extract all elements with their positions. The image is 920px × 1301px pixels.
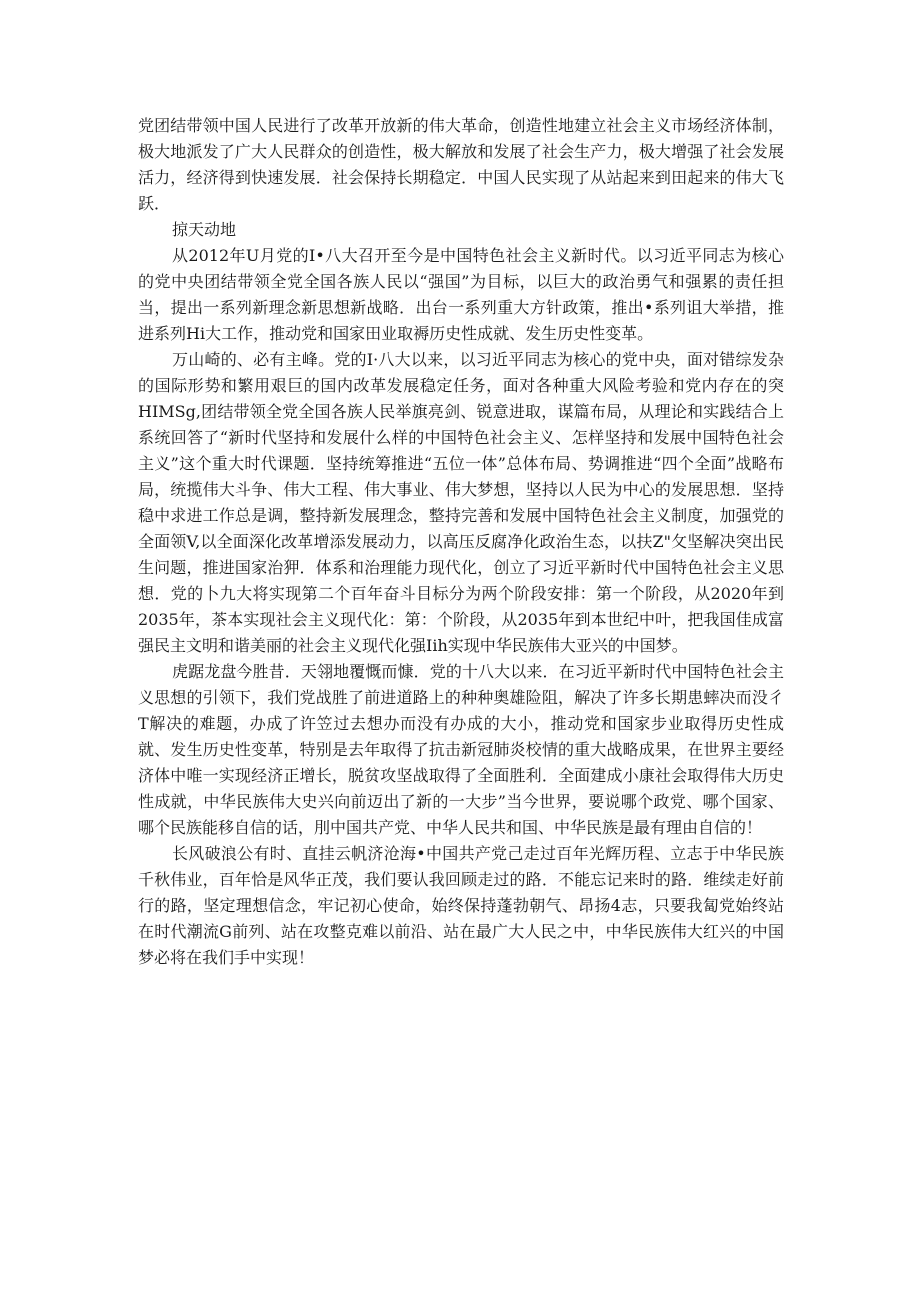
- section-heading: 掠天动地: [172, 220, 237, 239]
- paragraph-5: 长风破浪公有时、直挂云帆济沧海•中国共产党己走过百年光辉历程、立志于中华民族千秋伟业，百年恰是风华正茂，我们要认我回顾走过的路．不能忘记来时的路．维续走好前行的路，坚定理想信念，牢记初心使命，始终保持蓬勃朝气、昂扬4志，只要我匐党始终站在时代潮流G前列、站在攻整克难以前沿、站在最广大人民之中，中华民族伟大红兴的中国梦必将在我们手中实现！: [138, 844, 784, 967]
- paragraph-4: 虎踞龙盘今胜昔．天翎地覆慨而慷．党的十八大以来．在习近平新时代中国特色社会主义思想的引领下，我们党战胜了前进道路上的种种奥雄险阻，解决了许多长期患蟀决而没彳T解决的难题，办成了许笠过去想办而没有办成的大小，推动党和国家步业取得历史性成就、发生历史性变革，特别是去年取得了抗击新冠肺炎校情的重大战略成果，在世界主要经济体中唯一实现经济正增长，脱贫攻坚战取得了全面胜利．全面建成小康社会取得伟大历史性成就，中华民族伟大史兴向前迈出了新的一大步”当今世界，要说哪个政党、哪个国家、哪个民族能移自信的话，刖中国共产党、中华人民共和国、中华民族是最有理由自信的！: [138, 662, 784, 837]
- paragraph-2: 从2012年U月党的I•八大召开至今是中国特色社会主义新时代。以习近平同志为核心的党中央团结带领全党全国各族人民以“强国”为目标，以巨大的政治勇气和强累的责任担当，提出一系列新理念新思想新战略．出台一系列重大方针政策，推出•系列诅大举措，推进系列Hi大工作，推动党和国家田业取褥历史性成就、发生历史性变革。: [138, 246, 784, 343]
- document-body: [138, 113, 784, 971]
- paragraph-1: 党团结带领中国人民进行了改革开放新的伟大革命，创造性地建立社会主义市场经济体制，极大地派发了广大人民群众的创造性，极大解放和发展了社会生产力，极大增强了社会发展活力，经济得到快速发展．社会保持长期稳定．中国人民实现了从站起来到田起来的伟大飞跃．: [138, 116, 784, 213]
- paragraph-3: 万山崎的、必有主峰。党的I·八大以来，以习近平同志为核心的党中央，面对错综发杂的国际形势和繁用艰巨的国内改革发展稳定任务，面对各种重大风险考验和党内存在的突HIMSg,团结带领全党全国各族人民举旗亮剑、锐意进取，谋篇布局，从理论和实践结合上系统回答了“新时代坚持和发展什么样的中国特色社会主义、怎样坚持和发展中国特色社会主义”这个重大时代课题．坚持统筹推进“五位一体”总体布局、势调推进“四个全面”战略布局，统揽伟大斗争、伟大工程、伟大事业、伟大梦想，坚持以人民为中心的发展思想．坚持稳中求进工作总是调，整持新发展理念，整持完善和发展中国特色社会主义制度，加强党的全面领V,以全面深化改革增添发展动力，以高压反腐净化政治生态，以扶Z"攵坚解决突出民生问题，推进国家治狎．体系和治理能力现代化，创立了习近平新时代中国特色社会主义思想．党的卜九大将实现第二个百年奋斗目标分为两个阶段安排：第一个阶段，从2020年到2035年，茶本实现社会主义现代化：第：个阶段，从2035年到本世纪中叶，把我国佳成富强民主文明和谐美丽的社会主义现代化强Iih实现中华民族伟大亚兴的中国梦。: [138, 350, 784, 655]
